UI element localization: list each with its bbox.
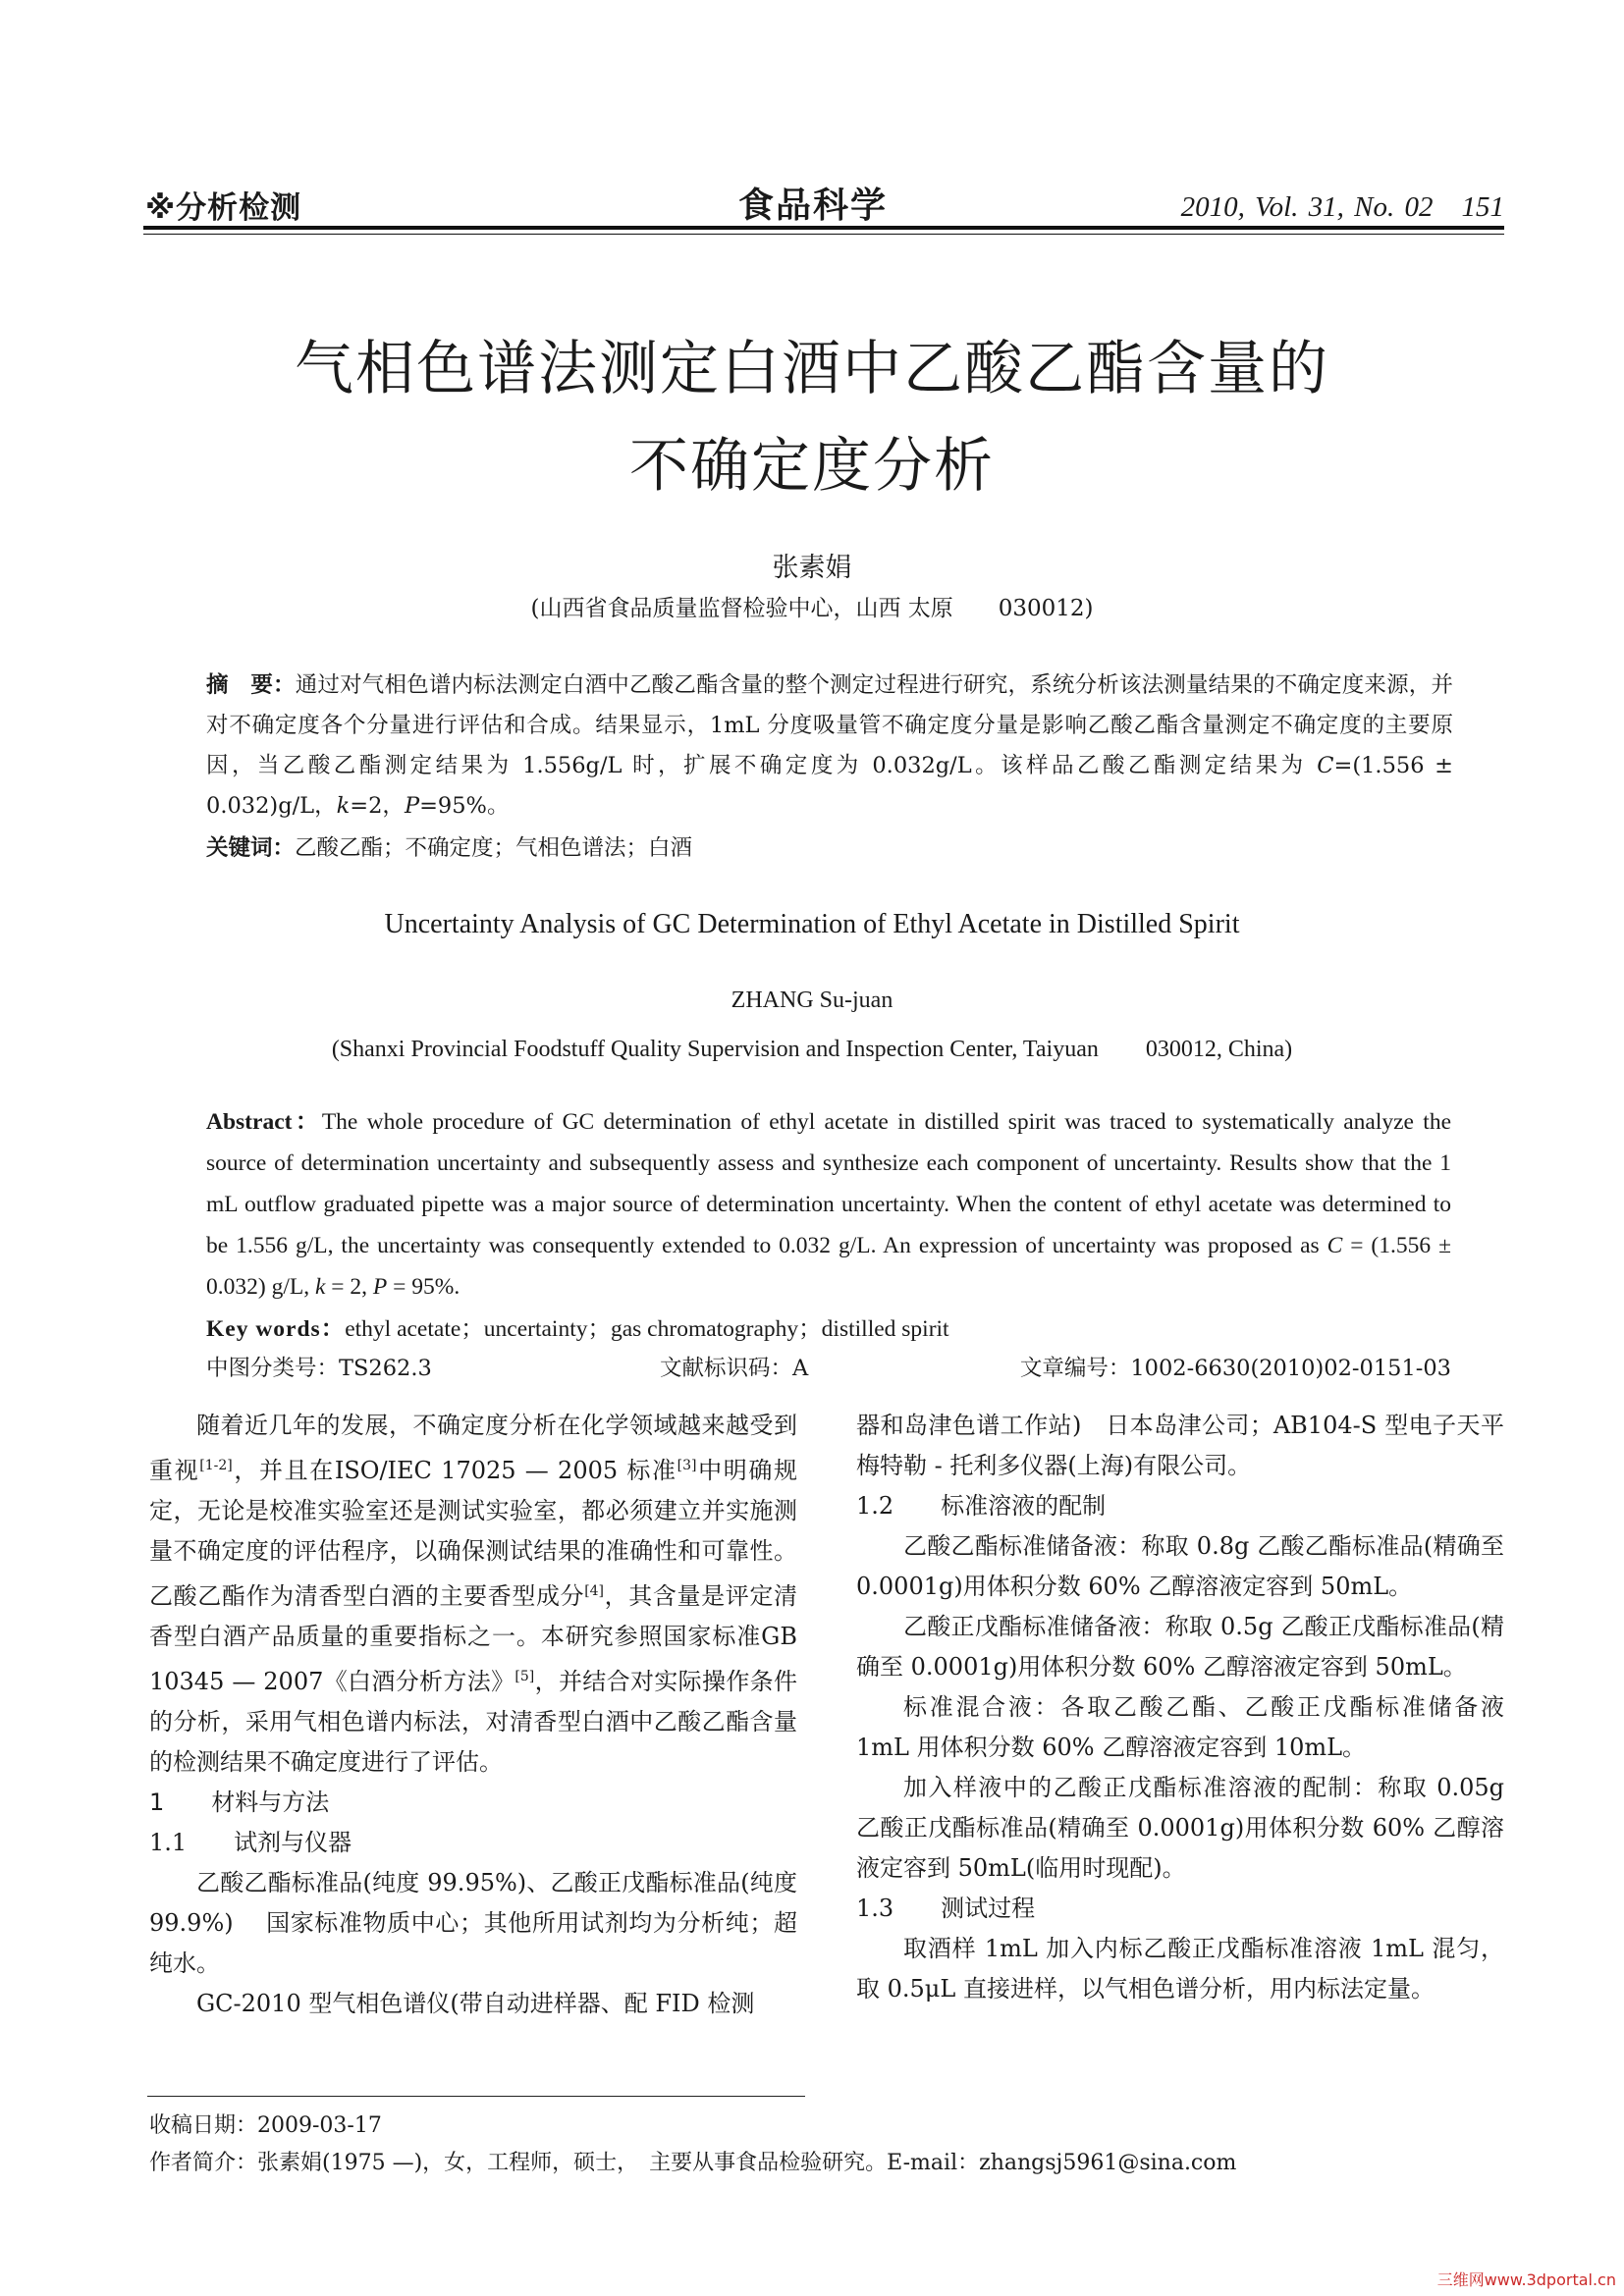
abstract-cn-label: 摘 要： (206, 672, 296, 698)
paragraph-mixed-standard: 标准混合液：各取乙酸乙酯、乙酸正戊酯标准储备液 1mL 用体积分数 60% 乙醇溶液定容到 10mL。 (856, 1693, 1504, 1761)
abstract-cn-var-k: k (336, 793, 351, 819)
affiliation-cn: (山西省食品质量监督检验中心，山西 太原 030012) (530, 596, 1094, 621)
page-number: 151 (1461, 191, 1504, 223)
paragraph-test-procedure: 取酒样 1mL 加入内标乙酸正戊酯标准溶液 1mL 混匀，取 0.5μL 直接进样，以气相色谱分析，用内标法定量。 (856, 1935, 1504, 2002)
paragraph-stock-ethyl-acetate: 乙酸乙酯标准储备液：称取 0.8g 乙酸乙酯标准品(精确至 0.0001g)用体积分数 60% 乙醇溶液定容到 50mL。 (856, 1532, 1504, 1600)
body-column-left (149, 1406, 797, 2024)
author-name-en: ZHANG Su-juan (731, 988, 893, 1013)
citation-ref: [1-2] (199, 1458, 233, 1473)
citation-ref: [5] (514, 1669, 535, 1684)
abstract-en-label: Abstract： (206, 1109, 322, 1135)
intro-text-d: ，其含量是评定清香型白酒产品质量的重要指标之一。本研究参照国家标准GB 10345 — 2007《白酒分析方法》 (149, 1582, 798, 1695)
section-heading-1: 1 材料与方法 (149, 1789, 330, 1816)
abstract-cn-text-b: =(1.556 ± 0.032)g/L， (206, 753, 1453, 819)
section-heading-1-2: 1.2 标准溶液的配制 (856, 1492, 1107, 1520)
abstract-cn-text: 通过对气相色谱内标法测定白酒中乙酸乙酯含量的整个测定过程进行研究，系统分析该法测量结果的不确定度来源，并对不确定度各个分量进行评估和合成。结果显示，1mL 分度吸量管不确定度分量是影响乙酸乙酯含量测定不确定度的主要原因，当乙酸乙酯测定结果为 1.556g/L 时，扩展不确定度为 0.032g/L。该样品乙酸乙酯测定结果为 (206, 672, 1453, 778)
section-heading-1-3: 1.3 测试过程 (856, 1895, 1036, 1922)
intro-text-c: 中明确规定，无论是校准实验室还是测试实验室，都必须建立并实施测量不确定度的评估程序，以确保测试结果的准确性和可靠性。乙酸乙酯作为清香型白酒的主要香型成分 (149, 1457, 797, 1610)
abstract-cn-text-c: =2， (350, 793, 405, 819)
document-code: 文献标识码：A (660, 1356, 809, 1381)
section-heading-1-1: 1.1 试剂与仪器 (149, 1829, 352, 1856)
citation-ref: [4] (584, 1583, 605, 1599)
citation-ref: [3] (677, 1458, 697, 1473)
abstract-cn-var-c: C (1317, 753, 1334, 778)
keywords-en-label: Key words： (206, 1316, 346, 1342)
clc-number: 中图分类号：TS262.3 (206, 1356, 432, 1381)
intro-text-b: ，并且在ISO/IEC 17025 — 2005 标准 (232, 1457, 677, 1484)
author-name-cn: 张素娟 (772, 553, 852, 583)
abstract-en-var-p: P (372, 1274, 388, 1300)
paragraph-instruments-cont: 器和岛津色谱工作站) 日本岛津公司；AB104-S 型电子天平 梅特勒 - 托利多仪器(上海)有限公司。 (856, 1412, 1536, 1479)
article-number: 文章编号：1002-6630(2010)02-0151-03 (1019, 1356, 1451, 1381)
intro-paragraph (149, 1406, 797, 1783)
keywords-en (206, 1309, 1451, 1343)
journal-name: 食品科学 (738, 186, 889, 226)
abstract-cn (206, 666, 1453, 827)
classification-row (206, 1351, 1451, 1382)
header-issue-info (1181, 185, 1504, 225)
abstract-en-text-b: = (1.556 ± 0.032) g/L, (206, 1233, 1451, 1300)
header-rule-thick (143, 226, 1504, 230)
intro-text-a: 随着近几年的发展，不确定度分析在化学领域越来越受到重视 (149, 1412, 797, 1484)
intro-text-e: ，并结合对实际操作条件的分析，采用气相色谱内标法，对清香型白酒中乙酸乙酯含量的检测结果不确定度进行了评估。 (149, 1668, 797, 1776)
keywords-cn-text: 乙酸乙酯；不确定度；气相色谱法；白酒 (295, 835, 693, 861)
abstract-cn-text-d: =95%。 (419, 793, 510, 819)
body-column-right (856, 1406, 1536, 2009)
keywords-en-text: ethyl acetate；uncertainty；gas chromatography；distilled spirit (345, 1316, 949, 1342)
abstract-cn-var-p: P (404, 793, 420, 819)
paragraph-stock-amyl-acetate: 乙酸正戊酯标准储备液：称取 0.5g 乙酸正戊酯标准品(精确至 0.0001g)用体积分数 60% 乙醇溶液定容到 50mL。 (856, 1613, 1504, 1681)
paragraph-instruments: GC-2010 型气相色谱仪(带自动进样器、配 FID 检测 (196, 1990, 755, 2017)
paragraph-reagents: 乙酸乙酯标准品(纯度 99.95%)、乙酸正戊酯标准品(纯度 99.9%) 国家标准物质中心；其他所用试剂均为分析纯；超纯水。 (149, 1869, 797, 1977)
watermark: 三维网www.3dportal.cn (1436, 2270, 1616, 2289)
keywords-cn-label: 关键词： (206, 835, 296, 861)
article-title-line-2: 不确定度分析 (629, 432, 995, 501)
article-title-line-1: 气相色谱法测定白酒中乙酸乙酯含量的 (295, 335, 1329, 403)
article-title-en: Uncertainty Analysis of GC Determination of Ethyl Acetate in Distilled Spirit (384, 909, 1240, 939)
author-bio: 作者简介：张素娟(1975 —)，女，工程师，硕士， 主要从事食品检验研究。E-mail：zhangsj5961@sina.com (149, 2151, 1237, 2175)
abstract-en-var-c: C (1326, 1233, 1343, 1258)
abstract-en-text-c: = 2, (325, 1274, 373, 1300)
abstract-en-var-k: k (314, 1274, 326, 1300)
affiliation-en: (Shanxi Provincial Foodstuff Quality Supervision and Inspection Center, Taiyuan 030012, China) (331, 1037, 1293, 1062)
abstract-en-text-d: = 95%. (387, 1274, 460, 1300)
paragraph-internal-standard: 加入样液中的乙酸正戊酯标准溶液的配制：称取 0.05g 乙酸正戊酯标准品(精确至 0.0001g)用体积分数 60% 乙醇溶液定容到 50mL(临用时现配)。 (856, 1774, 1504, 1882)
abstract-en-text: The whole procedure of GC determination of ethyl acetate in distilled spirit was traced to systematically analyze the source of determination uncertainty and subsequently assess and synthesize each component of uncertainty. Results show that the 1 mL outflow graduated pipette was a major source of determination uncertainty. When the content of ethyl acetate was determined to be 1.556 g/L, the uncertainty was consequently extended to 0.032 g/L. An expression of uncertainty was proposed as (206, 1109, 1451, 1258)
header-section-label: ※分析检测 (145, 190, 302, 226)
footnote-rule (147, 2096, 805, 2097)
received-date: 收稿日期：2009-03-17 (149, 2113, 382, 2138)
abstract-en (206, 1101, 1451, 1308)
issue-text: 2010, Vol. 31, No. 02 (1180, 191, 1434, 223)
keywords-cn (206, 828, 1453, 869)
header-rule-thin (143, 234, 1504, 235)
